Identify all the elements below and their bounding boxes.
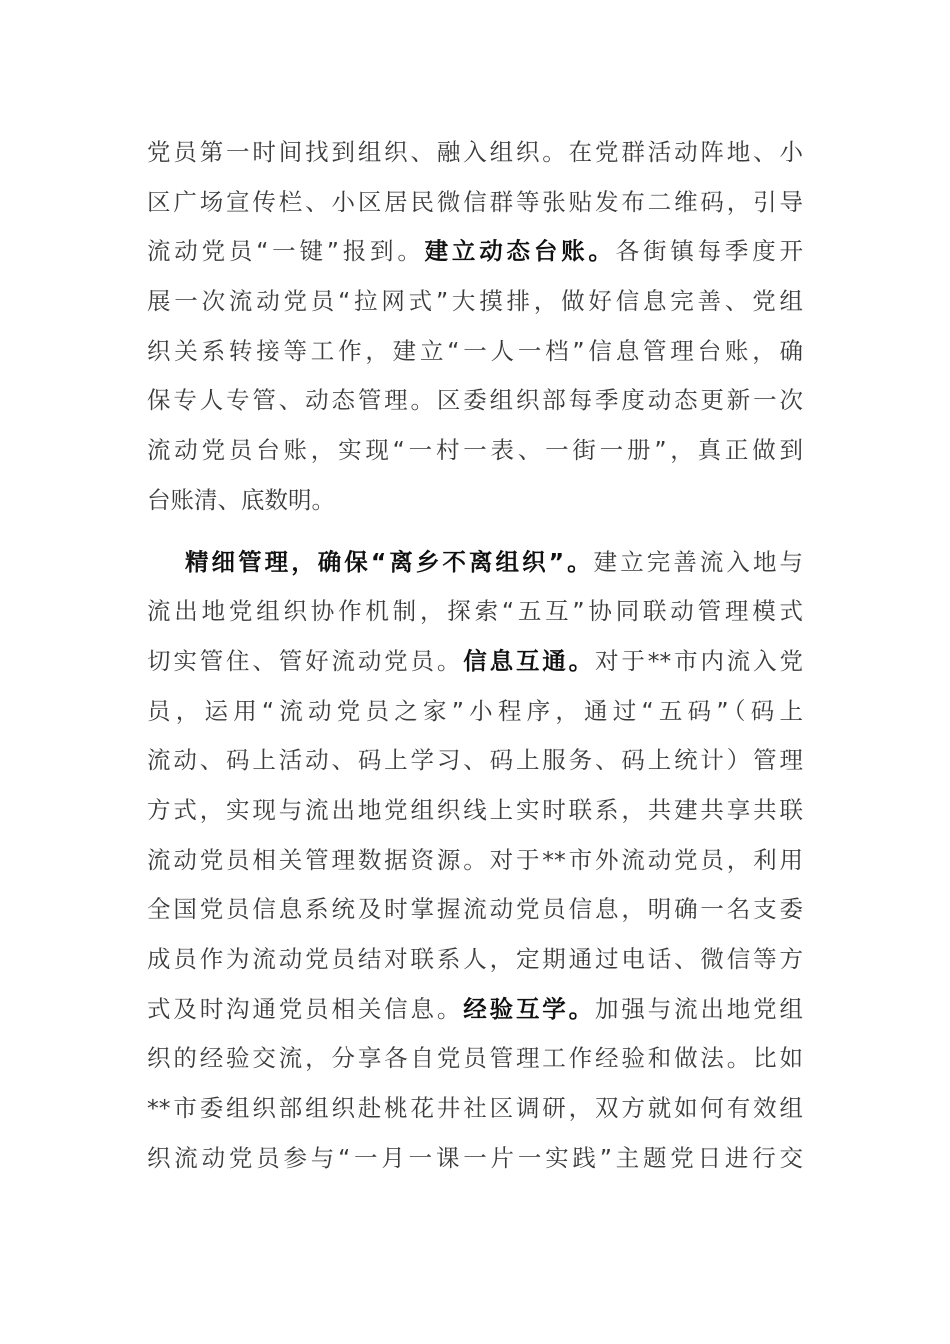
body-text: 式及时沟通党员相关信息。 [147, 994, 464, 1023]
text-line [147, 687, 803, 737]
text-line [147, 1134, 803, 1184]
body-text: 切实管住、管好流动党员。 [147, 646, 464, 675]
body-text: 加强与流出地党组 [595, 994, 804, 1023]
body-text: 保专人专管、动态管理。区委组织部每季度动态更新一次 [147, 386, 803, 415]
text-line [147, 476, 803, 526]
text-line [147, 736, 803, 786]
body-text: 区广场宣传栏、小区居民微信群等张贴发布二维码，引导 [147, 187, 803, 216]
text-line [147, 227, 803, 277]
body-text: 织的经验交流，分享各自党员管理工作经验和做法。比如 [147, 1044, 803, 1073]
text-line [147, 376, 803, 426]
body-text: 成员作为流动党员结对联系人，定期通过电话、微信等方 [147, 945, 803, 973]
text-line [147, 836, 803, 886]
body-text: 台账清、底数明。 [147, 485, 335, 514]
bold-heading-text: 建立动态台账。 [424, 237, 616, 266]
body-text: 对于**市内流入党 [595, 646, 804, 675]
text-line [147, 426, 803, 476]
body-text: 员，运用“流动党员之家”小程序，通过“五码”（码上 [147, 696, 803, 725]
bold-heading-text: 信息互通。 [463, 646, 596, 675]
body-text: 流动党员相关管理数据资源。对于**市外流动党员，利用 [147, 845, 803, 874]
body-text: 建立完善流入地与 [593, 547, 804, 576]
document-page [147, 128, 803, 1195]
paragraph [147, 538, 803, 1184]
body-text: 各街镇每季度开 [615, 237, 804, 266]
text-line [147, 178, 803, 228]
body-text: 党员第一时间找到组织、融入组织。在党群活动阵地、小 [147, 138, 803, 166]
text-line [147, 1034, 803, 1084]
body-text: 织流动党员参与“一月一课一片一实践”主题党日进行交 [147, 1143, 803, 1172]
body-text: 方式，实现与流出地党组织线上实时联系，共建共享共联 [147, 795, 803, 824]
body-text: 流出地党组织协作机制，探索“五互”协同联动管理模式 [147, 597, 803, 626]
body-text: 流动党员台账，实现“一村一表、一街一册”，真正做到 [147, 436, 803, 465]
text-line [147, 637, 803, 687]
text-line [147, 885, 803, 935]
text-line [147, 985, 803, 1035]
bold-heading-text: 经验互学。 [463, 994, 596, 1023]
body-text: 展一次流动党员“拉网式”大摸排，做好信息完善、党组 [147, 287, 803, 316]
text-line [147, 1084, 803, 1134]
text-line [147, 277, 803, 327]
body-text: 全国党员信息系统及时掌握流动党员信息，明确一名支委 [147, 895, 803, 924]
text-line [147, 935, 803, 985]
body-text: 流动、码上活动、码上学习、码上服务、码上统计）管理 [147, 746, 803, 775]
paragraph [147, 128, 803, 526]
text-line [147, 538, 803, 588]
body-text: 流动党员“一键”报到。 [147, 237, 425, 266]
body-text: 织关系转接等工作，建立“一人一档”信息管理台账，确 [147, 336, 803, 365]
bold-heading-text: 精细管理，确保“离乡不离组织”。 [185, 547, 594, 576]
text-line [147, 128, 803, 178]
text-line [147, 786, 803, 836]
text-line [147, 327, 803, 377]
text-line [147, 587, 803, 637]
body-text: **市委组织部组织赴桃花井社区调研，双方就如何有效组 [147, 1094, 803, 1123]
